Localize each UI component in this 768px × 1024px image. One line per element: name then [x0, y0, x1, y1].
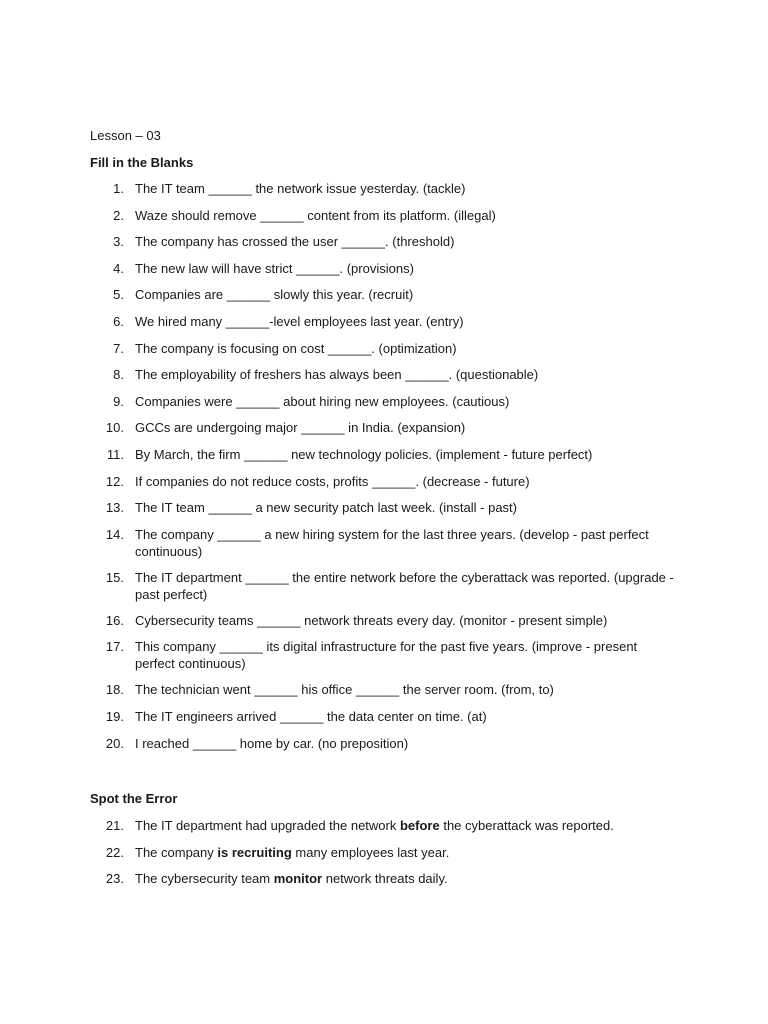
- item-text: GCCs are undergoing major ______ in India. (expansion): [135, 420, 466, 436]
- list-item: [0, 446, 768, 463]
- list-item: [0, 207, 768, 224]
- list-item: [0, 817, 768, 834]
- item-number: 6.: [113, 313, 124, 329]
- item-text: The IT team ______ a new security patch last week. (install - past): [135, 500, 517, 516]
- item-text: The new law will have strict ______. (provisions): [135, 260, 414, 276]
- list-item: [0, 366, 768, 383]
- item-number: 12.: [105, 473, 124, 489]
- list-item: [0, 638, 768, 672]
- list-item: [0, 526, 768, 560]
- list-item: [0, 844, 768, 861]
- item-text: The company has crossed the user ______. (threshold): [135, 234, 455, 250]
- item-text: We hired many ______-level employees last year. (entry): [135, 313, 464, 329]
- item-number: 15.: [105, 569, 124, 585]
- item-text: [135, 817, 675, 834]
- section-heading-fill-in-the-blanks: Fill in the Blanks: [90, 155, 194, 170]
- item-number: 8.: [113, 367, 124, 383]
- item-number: 16.: [105, 612, 124, 628]
- list-item: [0, 681, 768, 698]
- item-text: This company ______ its digital infrastructure for the past five years. (improve - present perfect continuous): [135, 639, 638, 672]
- item-text: The technician went ______ his office ______ the server room. (from, to): [135, 682, 554, 698]
- item-number: 3.: [113, 234, 124, 250]
- item-number: 1.: [113, 181, 124, 196]
- item-text: Companies are ______ slowly this year. (recruit): [135, 287, 414, 303]
- list-item: [0, 393, 768, 410]
- item-text-before: The cybersecurity team: [135, 871, 274, 887]
- list-item: [0, 260, 768, 277]
- list-item: [0, 612, 768, 629]
- highlighted-error-phrase: before: [399, 818, 440, 833]
- item-number: 22.: [105, 844, 124, 860]
- item-number: 2.: [113, 207, 124, 223]
- item-text: [135, 844, 675, 861]
- list-item: [0, 286, 768, 303]
- item-text-before: The IT department had upgraded the network: [135, 818, 400, 833]
- item-number: 14.: [105, 526, 124, 542]
- list-item: [0, 735, 768, 752]
- list-item: [0, 313, 768, 330]
- lesson-title: Lesson – 03: [90, 128, 161, 143]
- fill-in-the-blanks-list: [0, 180, 768, 761]
- item-number: 13.: [105, 500, 124, 516]
- item-text-after: network threats daily.: [322, 871, 448, 887]
- item-text: The company ______ a new hiring system for the last three years. (develop - past perfect continuous): [135, 526, 649, 559]
- item-text-after: the cyberattack was reported.: [439, 818, 614, 833]
- highlighted-error-phrase: is recruiting: [217, 844, 292, 860]
- list-item: [0, 180, 768, 197]
- item-text-before: The company: [135, 844, 218, 860]
- list-item: [0, 233, 768, 250]
- item-number: 5.: [113, 287, 124, 303]
- item-number: 4.: [113, 260, 124, 276]
- item-text: [135, 870, 675, 887]
- item-number: 17.: [105, 639, 124, 655]
- list-item: [0, 473, 768, 490]
- item-text: Cybersecurity teams ______ network threats every day. (monitor - present simple): [135, 612, 608, 628]
- item-number: 19.: [105, 708, 124, 724]
- item-text: Companies were ______ about hiring new employees. (cautious): [135, 393, 510, 409]
- item-text: The IT team ______ the network issue yesterday. (tackle): [135, 181, 466, 196]
- highlighted-error-phrase: monitor: [273, 871, 323, 887]
- list-item: [0, 499, 768, 516]
- item-number: 11.: [106, 446, 124, 462]
- item-number: 7.: [113, 340, 124, 356]
- item-text: If companies do not reduce costs, profits ______. (decrease - future): [135, 473, 530, 489]
- item-text: The IT department ______ the entire network before the cyberattack was reported. (upgrade - past perfect): [135, 569, 674, 602]
- item-number: 10.: [105, 420, 124, 436]
- item-number: 18.: [105, 682, 124, 698]
- list-item: [0, 569, 768, 603]
- item-number: 20.: [105, 735, 124, 751]
- item-text: I reached ______ home by car. (no preposition): [135, 735, 409, 751]
- item-text: The employability of freshers has always been ______. (questionable): [135, 367, 539, 383]
- item-text: By March, the firm ______ new technology policies. (implement - future perfect): [135, 446, 593, 462]
- item-number: 21.: [105, 818, 124, 833]
- list-item: [0, 708, 768, 725]
- list-item: [0, 419, 768, 436]
- list-item: [0, 340, 768, 357]
- item-text: The company is focusing on cost ______. (optimization): [135, 340, 457, 356]
- item-text: The IT engineers arrived ______ the data center on time. (at): [135, 708, 487, 724]
- item-number: 23.: [105, 871, 124, 887]
- spot-the-error-list: [0, 817, 768, 897]
- item-text-after: many employees last year.: [291, 844, 450, 860]
- section-heading-spot-the-error: Spot the Error: [90, 791, 178, 806]
- list-item: [0, 870, 768, 887]
- item-number: 9.: [113, 393, 124, 409]
- item-text: Waze should remove ______ content from its platform. (illegal): [135, 207, 496, 223]
